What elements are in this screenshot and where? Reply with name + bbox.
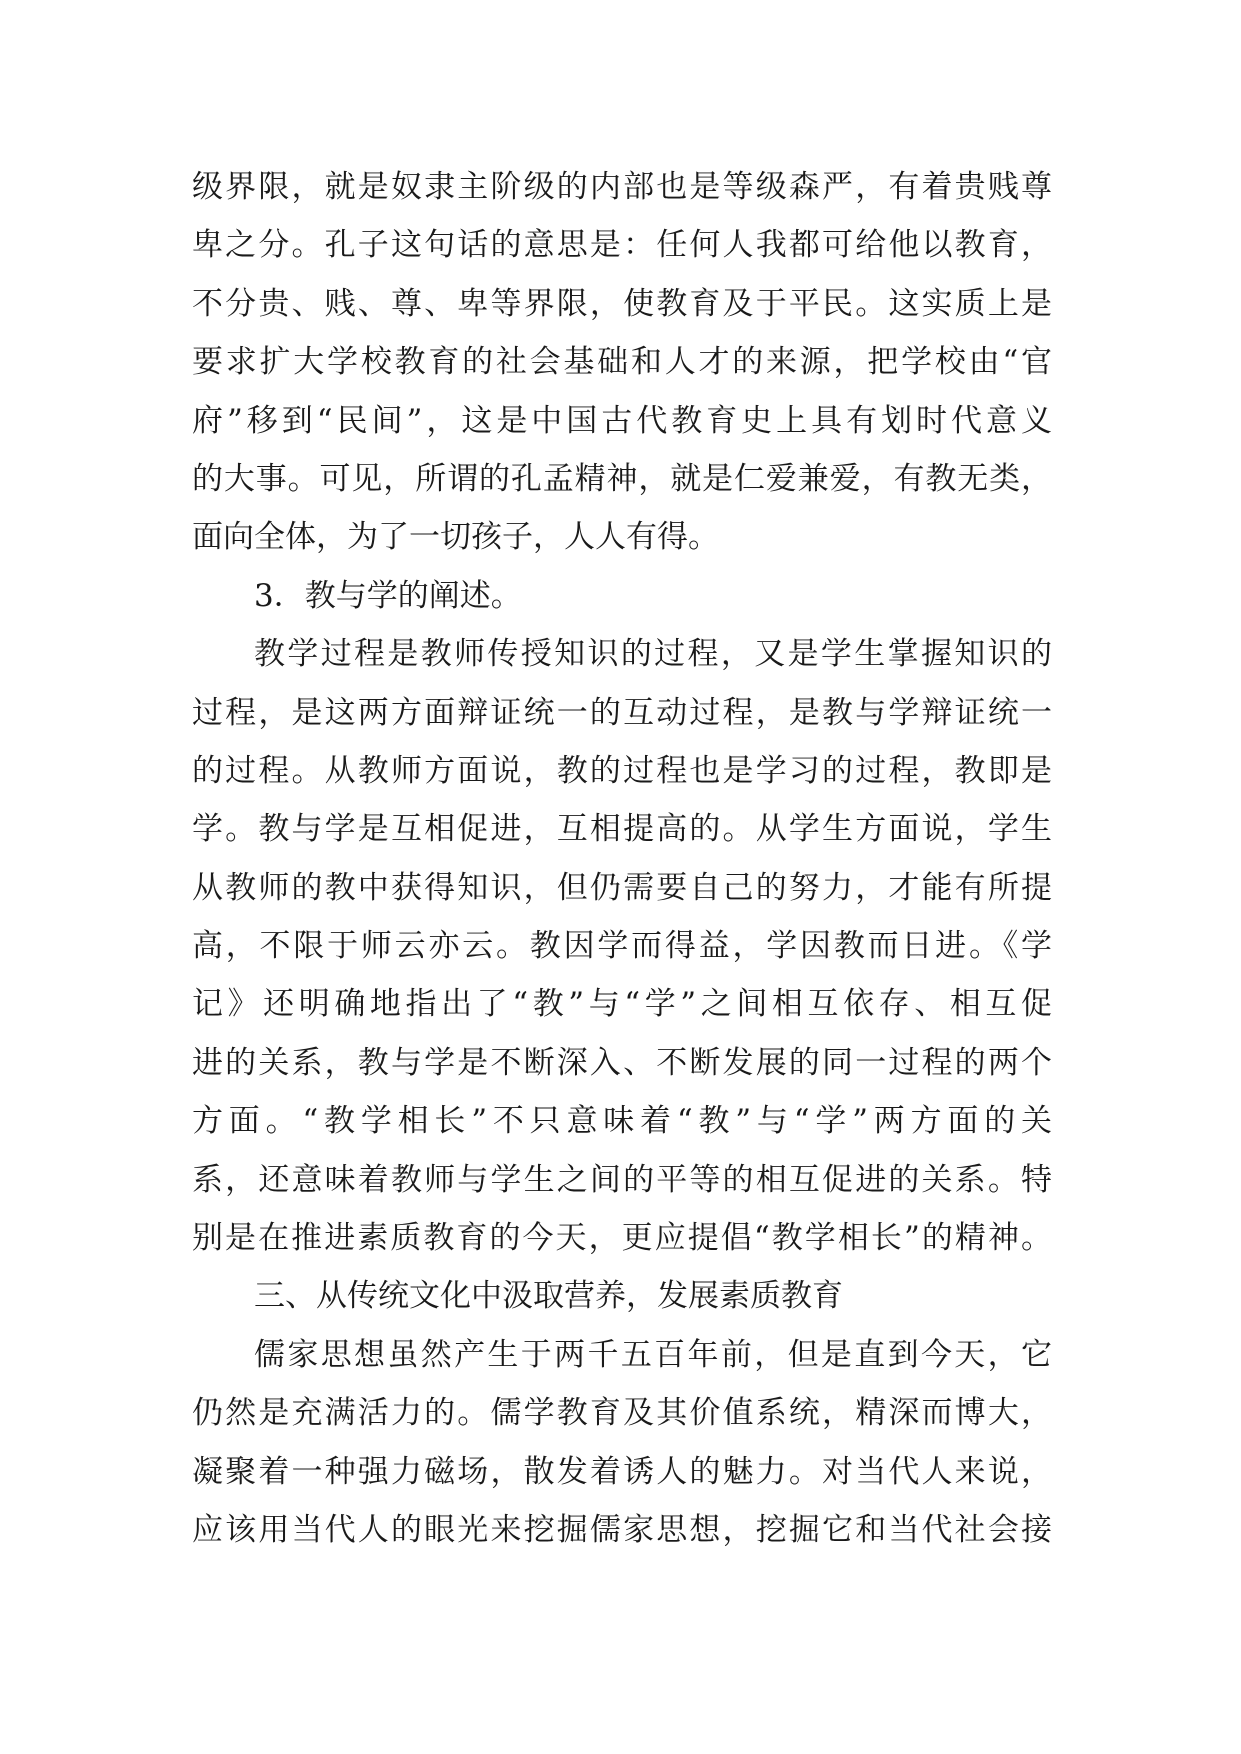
text-line: 从教师的教中获得知识，但仍需要自己的努力，才能有所提 bbox=[192, 869, 1052, 906]
text-line: 儒家思想虽然产生于两千五百年前，但是直到今天，它 bbox=[254, 1336, 1052, 1373]
text-line: 级界限，就是奴隶主阶级的内部也是等级森严，有着贵贱尊 bbox=[192, 169, 1052, 205]
text-line: 卑之分。孔子这句话的意思是：任何人我都可给他以教育， bbox=[192, 227, 1052, 264]
text-line: 的大事。可见，所谓的孔孟精神，就是仁爱兼爱，有教无类， bbox=[192, 460, 1052, 497]
text-line: 仍然是充满活力的。儒学教育及其价值系统，精深而博大， bbox=[192, 1395, 1052, 1432]
text-line: 方面。“教学相长”不只意味着“教”与“学”两方面的关 bbox=[192, 1103, 1052, 1140]
text-line: 过程，是这两方面辩证统一的互动过程，是教与学辩证统一 bbox=[192, 694, 1052, 731]
text-line: 别是在推进素质教育的今天，更应提倡“教学相长”的精神。 bbox=[192, 1220, 1052, 1257]
text-line: 系，还意味着教师与学生之间的平等的相互促进的关系。特 bbox=[192, 1161, 1052, 1198]
text-line: 不分贵、贱、尊、卑等界限，使教育及于平民。这实质上是 bbox=[192, 285, 1052, 322]
text-line: 高，不限于师云亦云。教因学而得益，学因教而日进。《学 bbox=[192, 928, 1052, 965]
text-line: 应该用当代人的眼光来挖掘儒家思想，挖掘它和当代社会接 bbox=[192, 1511, 1052, 1548]
text-line: 进的关系，教与学是不断深入、不断发展的同一过程的两个 bbox=[192, 1044, 1052, 1081]
text-line: 记》还明确地指出了“教”与“学”之间相互依存、相互促 bbox=[192, 986, 1052, 1023]
text-line: 教学过程是教师传授知识的过程，又是学生掌握知识的 bbox=[254, 636, 1052, 673]
text-line: 府”移到“民间”，这是中国古代教育史上具有划时代意义 bbox=[192, 402, 1052, 439]
text-line: 面向全体，为了一切孩子，人人有得。 bbox=[192, 519, 719, 556]
text-line: 的过程。从教师方面说，教的过程也是学习的过程，教即是 bbox=[192, 752, 1052, 789]
text-line: 要求扩大学校教育的社会基础和人才的来源，把学校由“官 bbox=[192, 344, 1052, 381]
section-heading: 3．教与学的阐述。 bbox=[254, 577, 522, 614]
text-line: 凝聚着一种强力磁场，散发着诱人的魅力。对当代人来说， bbox=[192, 1453, 1052, 1490]
body-text bbox=[192, 158, 1052, 1559]
section-heading: 三、从传统文化中汲取营养，发展素质教育 bbox=[254, 1278, 843, 1315]
text-line: 学。教与学是互相促进，互相提高的。从学生方面说，学生 bbox=[192, 811, 1052, 848]
